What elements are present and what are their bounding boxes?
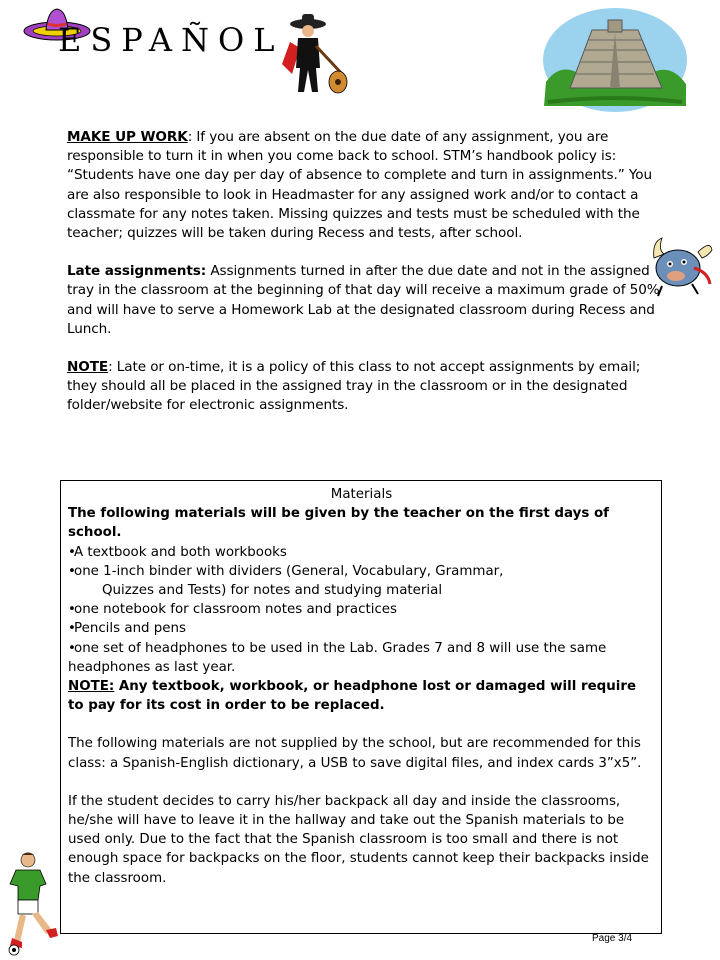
policy-text [67, 128, 667, 435]
pyramid-icon [540, 2, 690, 114]
make-up-label: MAKE UP WORK [67, 129, 188, 145]
mariachi-guitar-icon [278, 12, 354, 96]
late-text: Assignments turned in after the due date and not in the assigned tray in the classroom at the beginning of that day will receive a maximum grade of 50% and will have to serve a Homework Lab at the designated classroom during Recess and Lunch. [67, 263, 660, 337]
list-item: •Pencils and pens [68, 621, 187, 637]
list-item-text: one set of headphones to be used in the Lab. Grades 7 and 8 will use the same headphones as last year. [68, 640, 607, 675]
backpack-paragraph: If the student decides to carry his/her backpack all day and inside the classrooms, he/she will have to leave it in the hallway and take out the Spanish materials to be used only. Due to the fact that the Spanish classroom is too small and there is not enough space for backpacks on the floor, students cannot keep their backpacks inside the classroom. [68, 793, 649, 886]
make-up-text: : If you are absent on the due date of any assignment, you are responsible to turn it in when you come back to school. STM’s handbook policy is: “Students have one day per day of absence to complete and turn in assignments.” You are also responsible to look in Headmaster for any assigned work and/or to contact a classmate for any notes taken. Missing quizzes and tests must be scheduled with the teacher; quizzes will be taken during Recess and tests, after school. [67, 129, 652, 242]
materials-note-text: Any textbook, workbook, or headphone lost or damaged will require to pay for its cost in order to be replaced. [68, 679, 637, 714]
recommended-paragraph: The following materials are not supplied by the school, but are recommended for this class: a Spanish-English dictionary, a USB to save digital files, and index cards 3”x5”. [68, 736, 642, 771]
page-number: Page 3/4 [592, 933, 633, 944]
materials-heading: Materials [330, 487, 393, 502]
late-label: Late assignments: [67, 263, 207, 280]
note-text: : Late or on-time, it is a policy of this class to not accept assignments by email; they should all be placed in the assigned tray in the classroom or in the designated folder/website for electronic assignments. [67, 359, 641, 414]
soccer-player-icon [2, 850, 60, 956]
list-item-text: one 1-inch binder with dividers (General, Vocabulary, Grammar, [74, 563, 504, 579]
page-title: ESPAÑOL [58, 21, 284, 59]
list-item-text: one notebook for classroom notes and practices [74, 602, 398, 618]
materials-intro: The following materials will be given by the teacher on the first days of school. [68, 506, 610, 541]
note-label: NOTE [67, 359, 109, 376]
materials-note-label: NOTE: [68, 679, 115, 695]
note-paragraph [67, 358, 667, 416]
list-item: •one set of headphones to be used in the Lab. Grades 7 and 8 will use the same headphones as last year. [68, 640, 607, 675]
materials-box [60, 480, 662, 934]
late-paragraph [67, 262, 667, 339]
make-up-paragraph [67, 128, 667, 243]
list-item-continuation: Quizzes and Tests) for notes and studying material [102, 583, 443, 599]
materials-note [68, 677, 655, 715]
list-item-text: A textbook and both workbooks [74, 544, 287, 560]
list-item-text: Pencils and pens [74, 621, 187, 637]
list-item: •one 1-inch binder with dividers (General, Vocabulary, Grammar, [68, 563, 504, 579]
list-item: •one notebook for classroom notes and practices [68, 602, 398, 618]
list-item: •A textbook and both workbooks [68, 544, 287, 560]
materials-list [68, 543, 655, 677]
